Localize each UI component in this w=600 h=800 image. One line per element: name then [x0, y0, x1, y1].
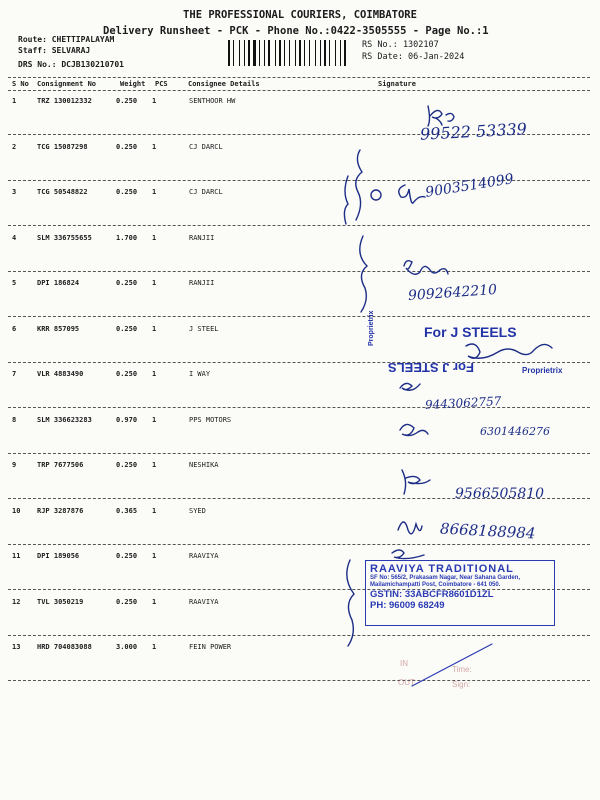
handwritten-phone-7: 9443062757	[424, 394, 502, 412]
row-sno: 3	[12, 188, 17, 196]
jsteels-stamp-proprietrix: Proprietrix	[368, 310, 375, 346]
row-consignment-no: SLM 336623283	[37, 416, 92, 424]
row-weight: 0.250	[116, 143, 138, 151]
row-sno: 4	[12, 234, 17, 242]
row-sno: 7	[12, 370, 17, 378]
row-pcs: 1	[152, 461, 157, 469]
jsteels-stamp-name-inverted: For J STEELS	[388, 360, 474, 375]
row-weight: 0.250	[116, 461, 138, 469]
col-pcs: PCS	[155, 80, 168, 88]
row-sno: 2	[12, 143, 17, 151]
row-consignee: SYED	[189, 507, 206, 515]
drs-label: DRS No.: DCJB130210701	[18, 60, 124, 69]
row-pcs: 1	[152, 325, 157, 333]
row-pcs: 1	[152, 188, 157, 196]
row-consignment-no: DPI 189056	[37, 552, 80, 560]
fein-stamp-in: IN	[400, 659, 408, 668]
col-sno: S No	[12, 80, 29, 88]
row-weight: 0.250	[116, 598, 138, 606]
handwritten-phone-10: 8668188984	[439, 519, 536, 543]
row-sno: 1	[12, 97, 17, 105]
row-consignee: CJ DARCL	[189, 188, 223, 196]
row-consignee: RANJII	[189, 279, 215, 287]
route-label: Route: CHETTIPALAYAM	[18, 35, 115, 44]
raaviya-stamp	[365, 560, 555, 626]
row-sno: 11	[12, 552, 21, 560]
col-consignment: Consignment No	[37, 80, 97, 88]
row-consignee: NESHIKA	[189, 461, 219, 469]
row-consignee: RAAVIYA	[189, 598, 219, 606]
row-sno: 6	[12, 325, 17, 333]
row-weight: 0.970	[116, 416, 138, 424]
row-weight: 0.250	[116, 370, 138, 378]
row-pcs: 1	[152, 97, 157, 105]
row-pcs: 1	[152, 143, 157, 151]
row-consignment-no: DPI 186824	[37, 279, 80, 287]
handwritten-phone-8: 6301446276	[480, 425, 550, 438]
row-consignment-no: TVL 3050219	[37, 598, 84, 606]
row-pcs: 1	[152, 416, 157, 424]
row-pcs: 1	[152, 507, 157, 515]
col-consignee: Consignee Details	[188, 80, 260, 88]
row-consignment-no: KRR 857095	[37, 325, 80, 333]
row-weight: 0.250	[116, 97, 138, 105]
row-pcs: 1	[152, 279, 157, 287]
row-consignment-no: RJP 3287876	[37, 507, 84, 515]
row-consignment-no: TRZ 130012332	[37, 97, 92, 105]
jsteels-stamp-name: For J STEELS	[424, 324, 517, 340]
row-consignee: SENTHOOR HW	[189, 97, 236, 105]
row-consignee: RAAVIYA	[189, 552, 219, 560]
row-weight: 0.365	[116, 507, 138, 515]
handwritten-phone-9: 9566505810	[455, 486, 545, 502]
row-sno: 10	[12, 507, 21, 515]
row-consignee: FEIN POWER	[189, 643, 232, 651]
row-weight: 3.000	[116, 643, 138, 651]
row-pcs: 1	[152, 370, 157, 378]
row-pcs: 1	[152, 643, 157, 651]
jsteels-stamp	[366, 310, 588, 384]
fein-stamp-out: OUT	[398, 678, 415, 687]
raaviya-stamp-gstin: GSTIN: 33ABCFR8601D1ZL	[370, 589, 494, 600]
row-consignment-no: HRD 704083088	[37, 643, 92, 651]
row-weight: 0.250	[116, 325, 138, 333]
row-consignment-no: TCG 15087298	[37, 143, 88, 151]
rs-date: RS Date: 06-Jan-2024	[362, 52, 465, 62]
row-sno: 13	[12, 643, 21, 651]
jsteels-stamp-proprietrix-2: Proprietrix	[522, 366, 563, 375]
row-weight: 1.700	[116, 234, 138, 242]
row-consignment-no: TRP 7677506	[37, 461, 84, 469]
row-pcs: 1	[152, 552, 157, 560]
col-weight: Weight	[120, 80, 146, 88]
row-sno: 5	[12, 279, 17, 287]
raaviya-stamp-address-1: SF No: 565/2, Prakasam Nagar, Near Sahana Garden,	[370, 575, 521, 581]
raaviya-stamp-address-2: Mailamichampatti Post, Coimbatore - 641 050.	[370, 582, 501, 588]
staff-label: Staff: SELVARAJ	[18, 46, 91, 55]
handwritten-phone-3: 9003514099	[424, 171, 515, 201]
row-sno: 8	[12, 416, 17, 424]
fein-stamp-sign: Sign:	[452, 680, 471, 689]
row-weight: 0.250	[116, 552, 138, 560]
row-consignee: CJ DARCL	[189, 143, 223, 151]
row-sno: 9	[12, 461, 17, 469]
handwritten-phone-5: 9092642210	[407, 281, 498, 305]
row-pcs: 1	[152, 234, 157, 242]
row-consignee: RANJII	[189, 234, 215, 242]
rs-number: RS No.: 1302107	[362, 40, 439, 50]
runsheet-title: Delivery Runsheet - PCK - Phone No.:0422-3505555 - Page No.:1	[103, 25, 489, 37]
row-consignment-no: SLM 336755655	[37, 234, 92, 242]
fein-stamp-time: Time:	[452, 665, 472, 674]
row-consignment-no: VLR 4883490	[37, 370, 84, 378]
row-consignment-no: TCG 50548822	[37, 188, 88, 196]
raaviya-stamp-name: RAAVIYA TRADITIONAL	[370, 563, 514, 575]
col-signature: Signature	[378, 80, 416, 88]
company-title: THE PROFESSIONAL COURIERS, COIMBATORE	[183, 9, 417, 21]
raaviya-stamp-phone: PH: 96009 68249	[370, 600, 445, 611]
row-sno: 12	[12, 598, 21, 606]
row-pcs: 1	[152, 598, 157, 606]
row-weight: 0.250	[116, 279, 138, 287]
row-consignee: PPS MOTORS	[189, 416, 232, 424]
row-consignee: J STEEL	[189, 325, 219, 333]
row-consignee: I WAY	[189, 370, 211, 378]
row-weight: 0.250	[116, 188, 138, 196]
handwritten-phone-1: 99522 53339	[419, 119, 528, 144]
